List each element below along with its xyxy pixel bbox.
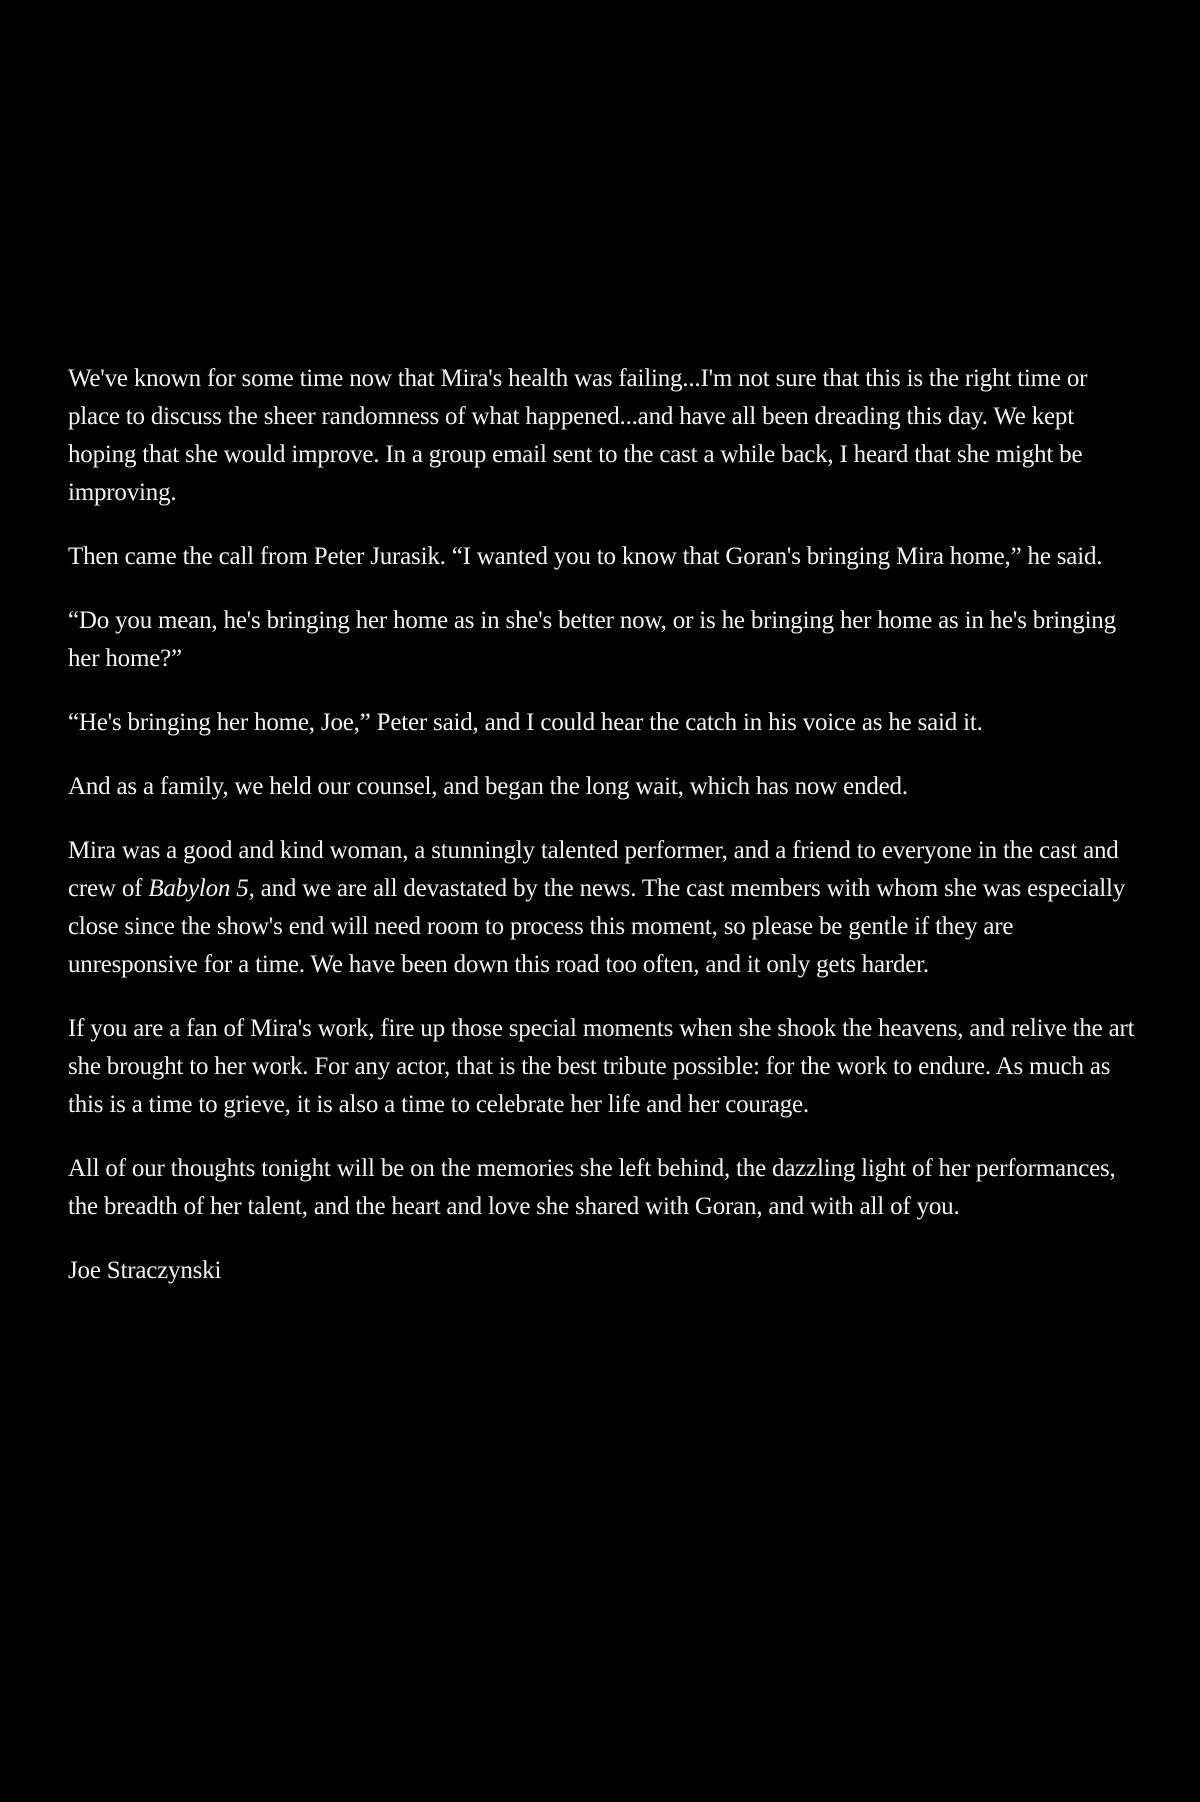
paragraph-7: If you are a fan of Mira's work, fire up those special moments when she shook the heavens, and relive the art she brought to her work. For any actor, that is the best tribute possible: for the work to endure. As much as this is a time to grieve, it is also a time to celebrate her life and her courage. [68, 1015, 1135, 1118]
paragraph-5: And as a family, we held our counsel, and began the long wait, which has now ended. [68, 773, 908, 800]
paragraph-1: We've known for some time now that Mira's health was failing...I'm not sure that this is the right time or place to discuss the sheer randomness of what happened...and have all been dreading this day. We kept hoping that she would improve. In a group email sent to the cast a while back, I heard that she might be improving. [68, 365, 1088, 506]
paragraph-6-part-2: , and we are all devastated by the news. The cast members with whom she was especially close since the show's end will need room to process this moment, so please be gentle if they are unresponsive for a time. We have been down this road too often, and it only gets harder. [68, 875, 1126, 978]
paragraph-8: All of our thoughts tonight will be on the memories she left behind, the dazzling light of her performances, the breadth of her talent, and the heart and love she shared with Goran, and with all of you. [68, 1155, 1116, 1220]
paragraph-2: Then came the call from Peter Jurasik. “I wanted you to know that Goran's bringing Mira home,” he said. [68, 543, 1103, 570]
signature: Joe Straczynski [68, 1257, 222, 1284]
paragraph-3: “Do you mean, he's bringing her home as in she's better now, or is he bringing her home as in he's bringing her home?” [68, 607, 1116, 672]
letter-body [68, 360, 1138, 1316]
paragraph-6-part-1: Mira was a good and kind woman, a stunningly talented performer, and a friend to everyone in the cast and crew of [68, 837, 1119, 902]
paragraph-6 [68, 832, 1138, 984]
show-title: Babylon 5 [148, 875, 249, 902]
paragraph-4: “He's bringing her home, Joe,” Peter said, and I could hear the catch in his voice as he said it. [68, 709, 983, 736]
